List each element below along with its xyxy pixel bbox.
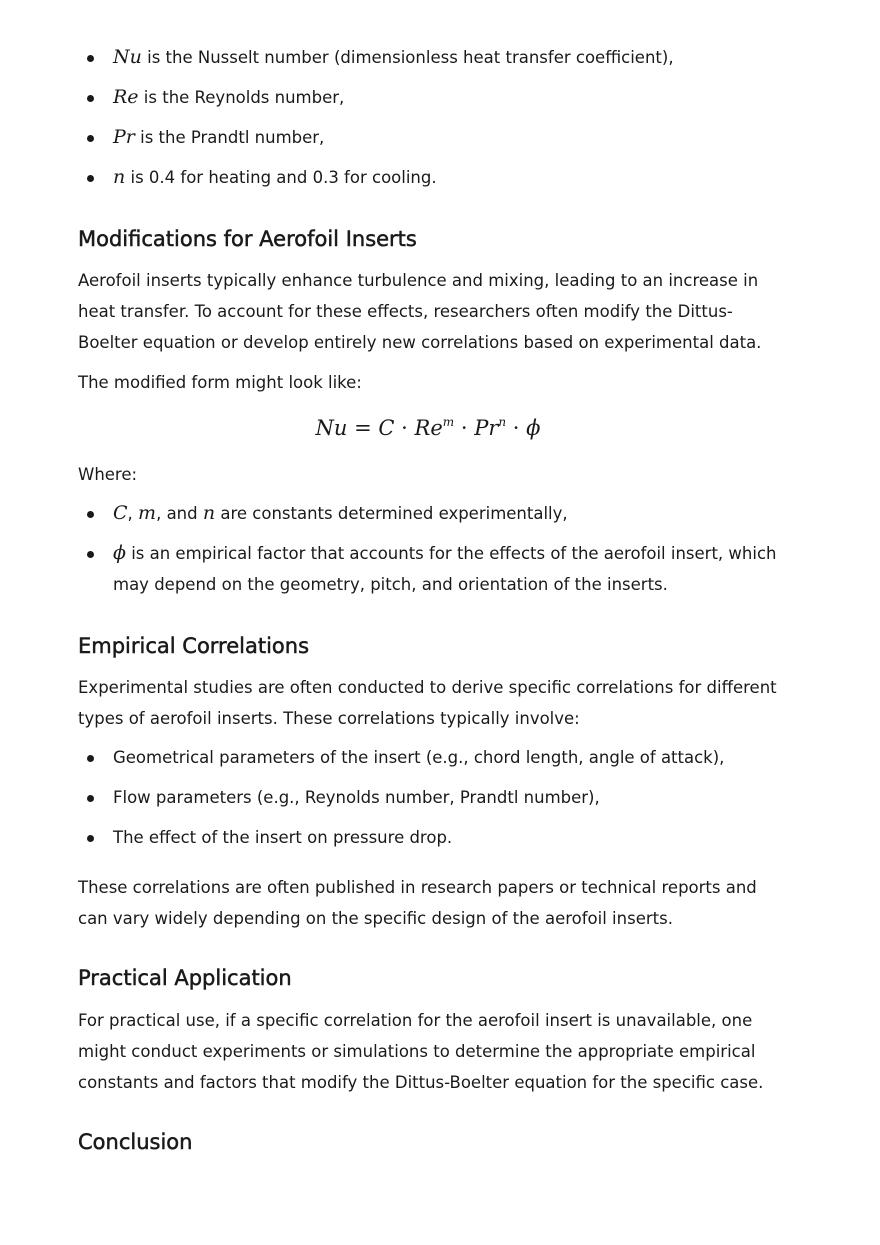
list-item (78, 42, 778, 73)
section-heading-empirical: Empirical Correlations (78, 634, 310, 658)
bullet-icon (87, 551, 94, 558)
modified-equation (78, 413, 778, 443)
section-heading-conclusion: Conclusion (78, 1130, 193, 1154)
constants-list (78, 498, 778, 600)
variable-definitions-list (78, 42, 778, 193)
eq-equals: = (347, 416, 379, 440)
separator: , (127, 504, 139, 523)
list-item (78, 742, 778, 773)
bullet-icon (87, 135, 94, 142)
list-item (78, 82, 778, 113)
bullet-icon (87, 55, 94, 62)
bullet-icon (87, 795, 94, 802)
bullet-icon (87, 95, 94, 102)
list-item-text: is an empirical factor that accounts for the effects of the aerofoil insert, which may depend on the geometry, pitch, and orientation of the inserts. (113, 544, 777, 594)
practical-paragraph: For practical use, if a specific correlation for the aerofoil insert is unavailable, one might conduct experiments or simulations to determine the appropriate empirical constants and factors that modify the Dittus-Boelter equation for the specific case. (78, 1011, 764, 1092)
correlation-parameters-list (78, 742, 778, 853)
symbol-phi: ϕ (113, 542, 126, 564)
empirical-paragraph: Experimental studies are often conducted to derive specific correlations for different types of aerofoil inserts. These correlations typically involve: (78, 678, 777, 728)
list-item-text: is the Reynolds number, (138, 88, 345, 107)
symbol-n: n (113, 166, 126, 188)
eq-dot: · (454, 416, 475, 440)
list-item (78, 538, 778, 600)
eq-dot: · (506, 416, 527, 440)
eq-re: Re (414, 416, 443, 440)
bullet-icon (87, 755, 94, 762)
where-label: Where: (78, 465, 138, 484)
symbol-n: n (202, 502, 216, 524)
separator: , and (156, 504, 203, 523)
list-item (78, 498, 778, 529)
list-item-text: is 0.4 for heating and 0.3 for cooling. (125, 168, 437, 187)
symbol-re: Re (113, 86, 139, 108)
list-item (78, 782, 778, 813)
symbol-pr: Pr (113, 126, 135, 148)
eq-phi: ϕ (526, 416, 541, 440)
list-item-text: are constants determined experimentally, (215, 504, 568, 523)
eq-lhs: Nu (315, 416, 348, 440)
modifications-paragraph: Aerofoil inserts typically enhance turbulence and mixing, leading to an increase in heat transfer. To account for these effects, researchers often modify the Dittus-Boelter equation or develop entirely new correlations based on experimental data. (78, 271, 762, 352)
list-item (78, 822, 778, 853)
eq-exponent-m: m (442, 415, 455, 429)
section-heading-practical: Practical Application (78, 966, 292, 990)
eq-constant-c: C (378, 416, 395, 440)
symbol-m: m (138, 502, 157, 524)
bullet-icon (87, 511, 94, 518)
list-item-text: The effect of the insert on pressure drop. (113, 828, 453, 847)
section-heading-modifications: Modifications for Aerofoil Inserts (78, 227, 417, 251)
list-item-text: is the Nusselt number (dimensionless heat transfer coefficient), (141, 48, 674, 67)
bullet-icon (87, 835, 94, 842)
list-item (78, 122, 778, 153)
symbol-nu: Nu (113, 46, 142, 68)
eq-exponent-n: n (498, 415, 507, 429)
eq-pr: Pr (474, 416, 499, 440)
modified-form-lead-in: The modified form might look like: (78, 373, 362, 392)
symbol-c: C (113, 502, 128, 524)
list-item-text: Flow parameters (e.g., Reynolds number, Prandtl number), (113, 788, 600, 807)
list-item (78, 162, 778, 193)
bullet-icon (87, 175, 94, 182)
list-item-text: is the Prandtl number, (134, 128, 325, 147)
empirical-closing-paragraph: These correlations are often published in research papers or technical reports and can vary widely depending on the specific design of the aerofoil inserts. (78, 878, 757, 928)
list-item-text: Geometrical parameters of the insert (e.g., chord length, angle of attack), (113, 748, 725, 767)
eq-dot: · (394, 416, 415, 440)
